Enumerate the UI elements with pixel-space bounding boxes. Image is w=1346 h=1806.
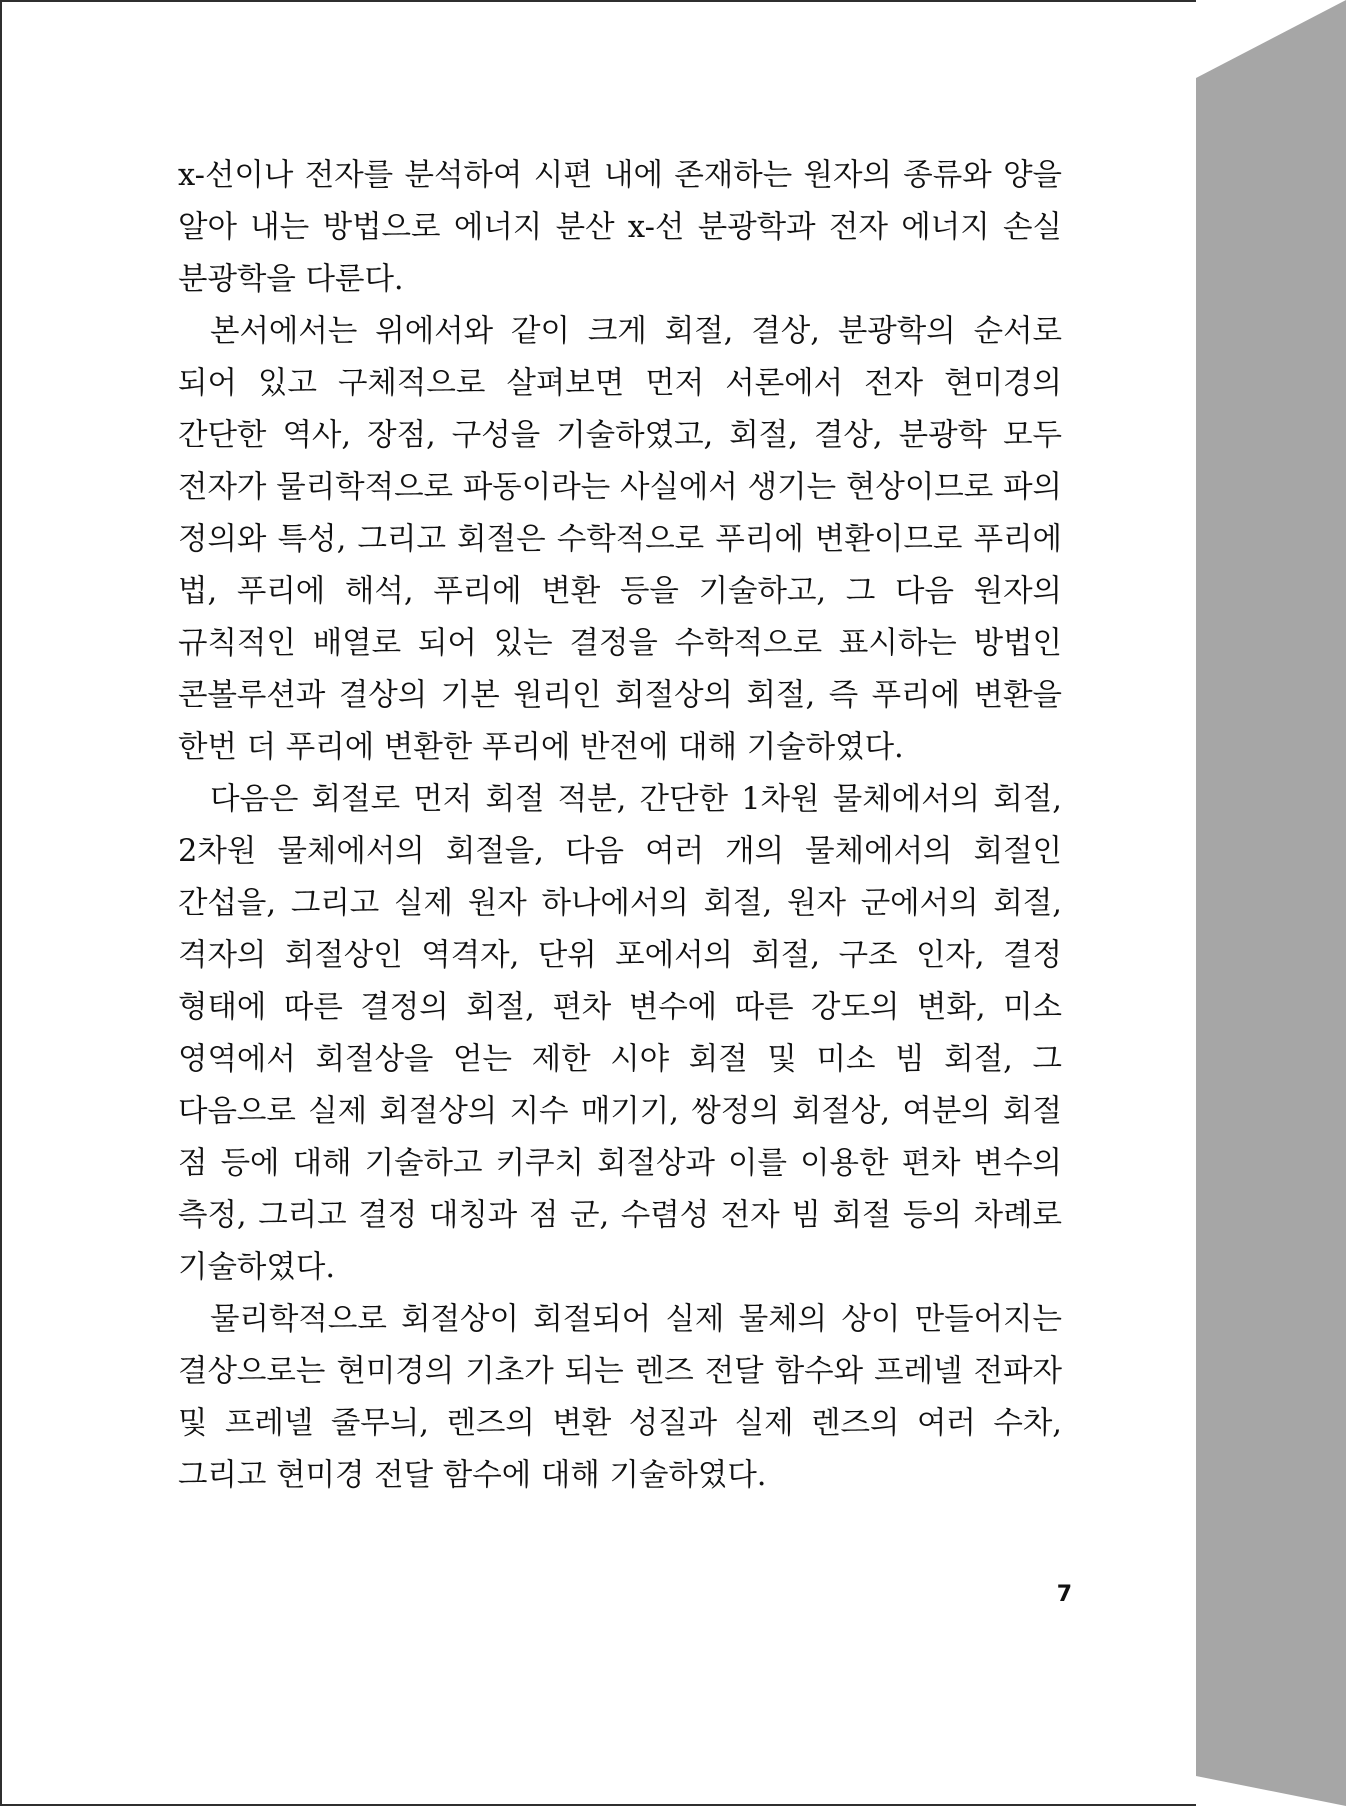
page-number: 7 <box>1056 1582 1072 1607</box>
paragraph-3: 다음은 회절로 먼저 회절 적분, 간단한 1차원 물체에서의 회절, 2차원 물체에서의 회절을, 다음 여러 개의 물체에서의 회절인 간섭을, 그리고 실제 원자 하나에서의 회절, 원자 군에서의 회절, 격자의 회절상인 역격자, 단위 포에서의 회절, 구조 인자, 결정 형태에 따른 결정의 회절, 편차 변수에 따른 강도의 변화, 미소 영역에서 회절상을 얻는 제한 시야 회절 및 미소 빔 회절, 그 다음으로 실제 회절상의 지수 매기기, 쌍정의 회절상, 여분의 회절 점 등에 대해 기술하고 키쿠치 회절상과 이를 이용한 편차 변수의 측정, 그리고 결정 대칭과 점 군, 수렴성 전자 빔 회절 등의 차례로 기술하였다. <box>178 782 1062 1285</box>
book-edge <box>1196 0 1346 1806</box>
book-edge-top-bevel <box>1196 0 1346 78</box>
paragraph-1: x-선이나 전자를 분석하여 시편 내에 존재하는 원자의 종류와 양을 알아 내는 방법으로 에너지 분산 x-선 분광학과 전자 에너지 손실 분광학을 다룬다. <box>178 158 1062 297</box>
paragraph-4: 물리학적으로 회절상이 회절되어 실제 물체의 상이 만들어지는 결상으로는 현미경의 기초가 되는 렌즈 전달 함수와 프레넬 전파자 및 프레넬 줄무늬, 렌즈의 변환 성질과 실제 렌즈의 여러 수차, 그리고 현미경 전달 함수에 대해 기술하였다. <box>178 1302 1062 1493</box>
book-edge-bottom-bevel <box>1196 1776 1346 1806</box>
body-text <box>178 150 1062 1502</box>
paragraph-2: 본서에서는 위에서와 같이 크게 회절, 결상, 분광학의 순서로 되어 있고 구체적으로 살펴보면 먼저 서론에서 전자 현미경의 간단한 역사, 장점, 구성을 기술하였고, 회절, 결상, 분광학 모두 전자가 물리학적으로 파동이라는 사실에서 생기는 현상이므로 파의 정의와 특성, 그리고 회절은 수학적으로 푸리에 변환이므로 푸리에 법, 푸리에 해석, 푸리에 변환 등을 기술하고, 그 다음 원자의 규칙적인 배열로 되어 있는 결정을 수학적으로 표시하는 방법인 콘볼루션과 결상의 기본 원리인 회절상의 회절, 즉 푸리에 변환을 한번 더 푸리에 변환한 푸리에 반전에 대해 기술하였다. <box>178 314 1062 765</box>
